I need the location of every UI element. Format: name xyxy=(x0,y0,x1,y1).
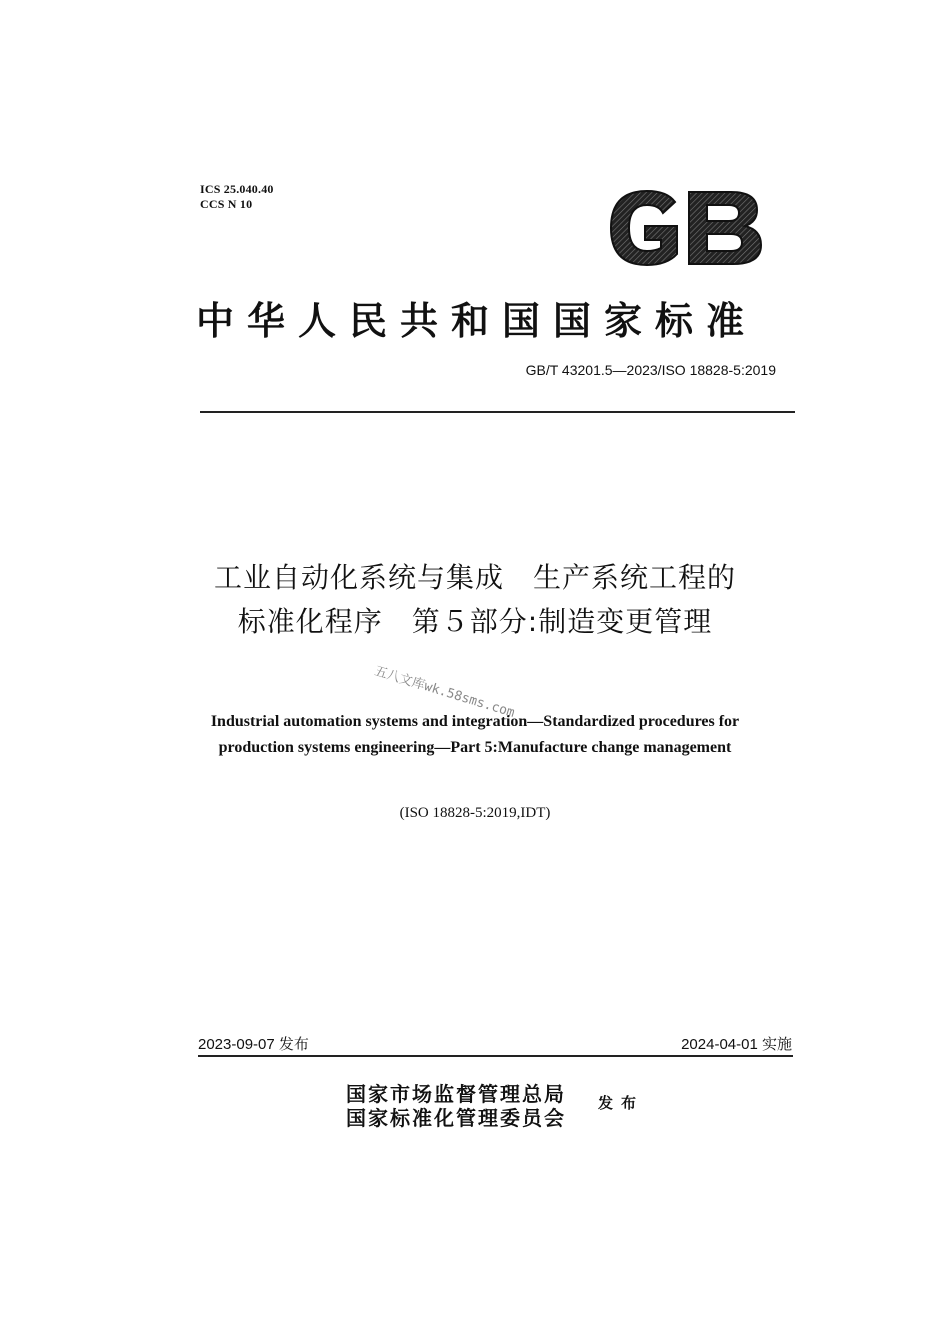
bottom-divider xyxy=(198,1055,793,1057)
implementation-date: 2024-04-01 实施 xyxy=(681,1036,792,1053)
gb-logo xyxy=(605,188,765,268)
top-divider xyxy=(200,411,795,413)
ccs-code: CCS N 10 xyxy=(200,197,253,211)
iso-reference: (ISO 18828-5:2019,IDT) xyxy=(399,805,551,821)
ics-code: ICS 25.040.40 xyxy=(200,182,274,196)
standard-number: GB/T 43201.5—2023/ISO 18828-5:2019 xyxy=(525,362,776,378)
english-title-line-2: production systems engineering—Part 5:Manufacture change management xyxy=(218,739,732,756)
publish-label: 发布 xyxy=(598,1094,645,1112)
issue-date: 2023-09-07 发布 xyxy=(198,1036,309,1053)
national-standard-title: 中华人民共和国国家标准 xyxy=(196,298,758,343)
watermark: 五八文库wk.58sms.com xyxy=(372,663,517,721)
english-title-line-1: Industrial automation systems and integration—Standardized procedures for xyxy=(210,713,740,730)
chinese-title-line-2: 标准化程序 第５部分:制造变更管理 xyxy=(237,605,713,638)
chinese-title-line-1: 工业自动化系统与集成 生产系统工程的 xyxy=(213,561,736,594)
issuer-sac: 国家标准化管理委员会 xyxy=(346,1106,566,1130)
issuer-samr: 国家市场监督管理总局 xyxy=(346,1082,566,1106)
